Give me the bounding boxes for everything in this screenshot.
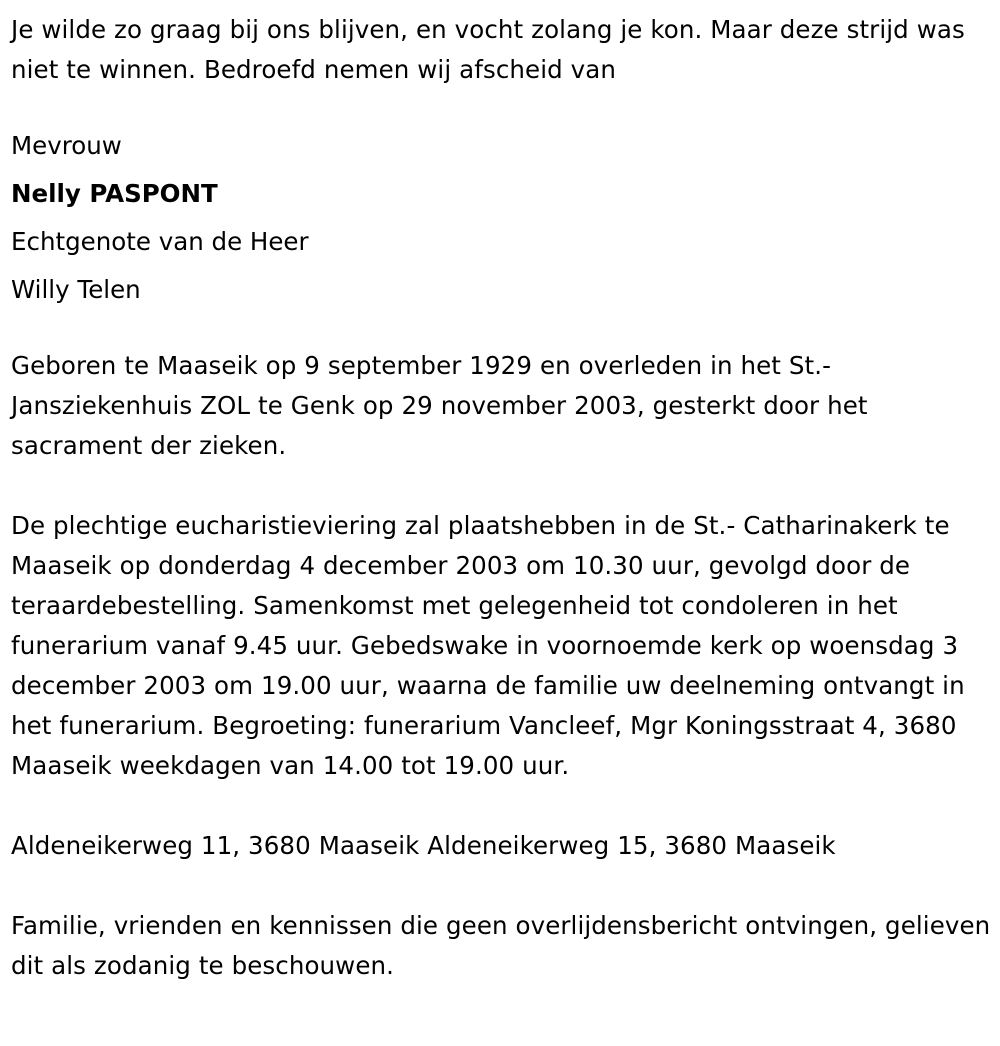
honorific: Mevrouw bbox=[11, 131, 122, 160]
closing-text: Familie, vrienden en kennissen die geen overlijdensbericht ontvingen, gelieven dit als zodanig te beschouwen. bbox=[11, 911, 991, 980]
service-details: De plechtige eucharistieviering zal plaatshebben in de St.- Catharinakerk te Maaseik op donderdag 4 december 2003 om 10.30 uur, gevolgd door de teraardebestelling. Samenkomst met gelegenheid tot condoleren in het funerarium vanaf 9.45 uur. Gebedswake in voornoemde kerk op woensdag 3 december 2003 om 19.00 uur, waarna de familie uw deelneming ontvangt in het funerarium. Begroeting: funerarium Vancleef, Mgr Koningsstraat 4, 3680 Maaseik weekdagen van 14.00 tot 19.00 uur. bbox=[11, 511, 965, 780]
birth-death-text: Geboren te Maaseik op 9 september 1929 en overleden in het St.-Jansziekenhuis ZOL te Genk op 29 november 2003, gesterkt door het sacrament der zieken. bbox=[11, 351, 868, 460]
deceased-block bbox=[11, 122, 1000, 314]
relation-text: Echtgenote van de Heer bbox=[11, 227, 309, 256]
spouse-name: Willy Telen bbox=[11, 275, 141, 304]
deceased-name: Nelly PASPONT bbox=[11, 179, 218, 208]
addresses-text: Aldeneikerweg 11, 3680 Maaseik Aldeneikerweg 15, 3680 Maaseik bbox=[11, 831, 836, 860]
intro-text: Je wilde zo graag bij ons blijven, en vocht zolang je kon. Maar deze strijd was niet te winnen. Bedroefd nemen wij afscheid van bbox=[11, 15, 965, 84]
